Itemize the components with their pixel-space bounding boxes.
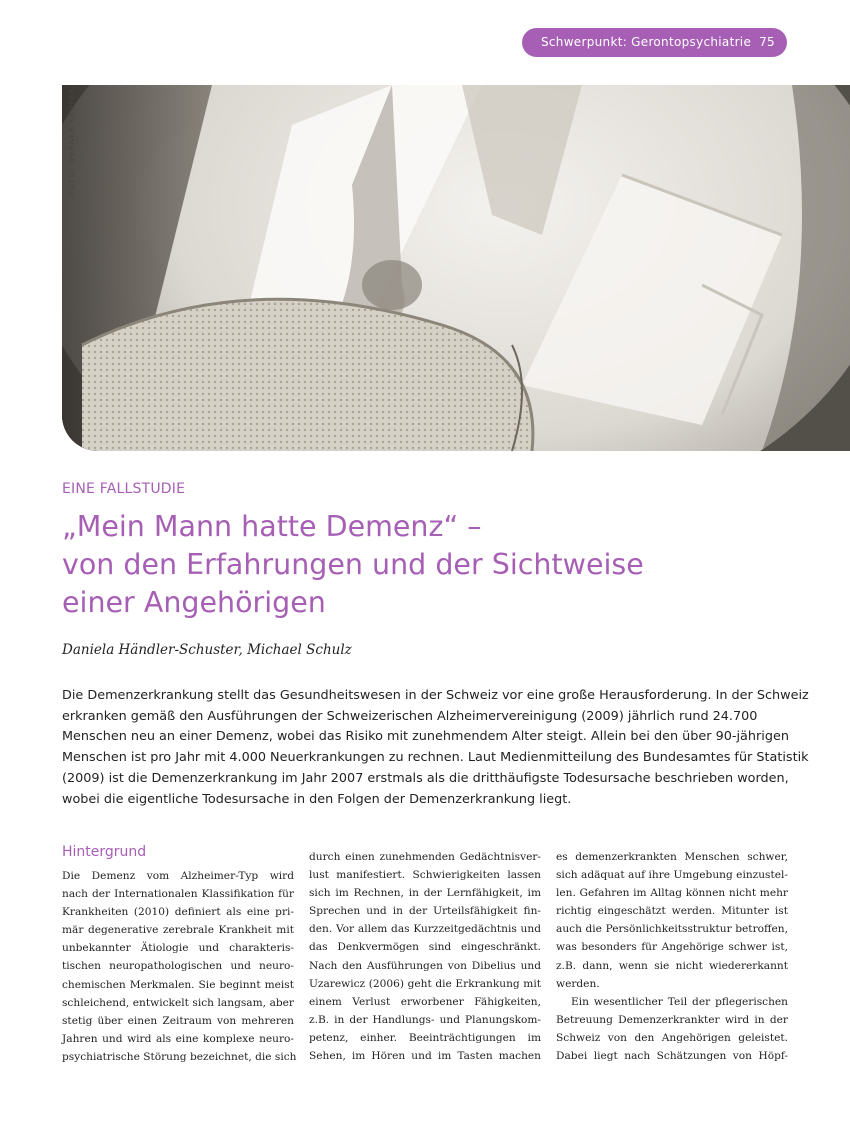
body-line: das Denkvermögen sind eingeschränkt.: [309, 941, 541, 954]
intro-line: erkranken gemäß den Ausführungen der Schweizerischen Alzheimervereinigung (2009) jährlich rund 24.700: [62, 708, 758, 724]
body-line: was besonders für Angehörige schwer ist,: [556, 941, 788, 954]
body-line: Sehen, im Hören und im Tasten machen: [309, 1050, 541, 1063]
body-line: Nach den Ausführungen von Dibelius und: [309, 959, 541, 972]
body-column-3: [556, 848, 788, 1065]
body-column-1: [62, 867, 297, 1066]
body-line: unbekannter Ätiologie und charakteris-: [62, 942, 294, 955]
body-line: mär degenerative zerebrale Krankheit mit: [62, 924, 294, 937]
photo-illustration: [62, 85, 850, 451]
body-line: es demenzerkrankten Menschen schwer,: [556, 851, 788, 863]
body-line: den. Vor allem das Kurzzeitgedächtnis und: [309, 923, 541, 936]
intro-line: (2009) ist die Demenzerkrankung im Jahr 2007 erstmals als die dritthäufigste Todesursache beschrieben worden,: [62, 770, 789, 786]
header-section-badge: [522, 28, 787, 57]
body-line: einem Verlust erworbener Fähigkeiten,: [309, 995, 541, 1008]
body-line: Betreuung Demenzerkrankter wird in der: [556, 1013, 788, 1026]
body-line: Schweiz von den Angehörigen geleistet.: [556, 1031, 788, 1044]
body-line: petenz, einher. Beeinträchtigungen im: [309, 1031, 541, 1044]
article-kicker: EINE FALLSTUDIE: [62, 481, 186, 497]
body-line: z.B. dann, wenn sie nicht wiedererkannt: [556, 959, 788, 972]
body-line: richtig eingeschätzt werden. Mitunter ist: [556, 905, 788, 918]
body-line: Die Demenz vom Alzheimer-Typ wird: [62, 870, 294, 882]
body-line: werden.: [556, 977, 600, 990]
body-line: schleichend, entwickelt sich langsam, aber: [62, 996, 294, 1009]
title-line: von den Erfahrungen und der Sichtweise: [62, 548, 644, 581]
page-number: 75: [759, 35, 775, 49]
title-line: einer Angehörigen: [62, 586, 326, 619]
body-line: sich adäquat auf ihre Umgebung einzustel-: [556, 869, 788, 882]
body-line: tischen neuropathologischen und neuro-: [62, 960, 294, 973]
body-line: Dabei liegt nach Schätzungen von Höpf-: [556, 1050, 788, 1063]
body-line: nach der Internationalen Klassifikation für: [62, 888, 294, 901]
photo-credit-text: FOTO: WERNER KRÜPER: [68, 87, 76, 195]
article-authors: Daniela Händler-Schuster, Michael Schulz: [62, 642, 352, 658]
body-line: stetig über einen Zeitraum von mehreren: [62, 1014, 294, 1027]
body-line: Uzarewicz (2006) geht die Erkrankung mit: [309, 977, 541, 990]
body-line: Jahren und wird als eine komplexe neuro-: [62, 1032, 294, 1045]
body-line: len. Gefahren im Alltag können nicht mehr: [556, 887, 788, 900]
article-title: [62, 508, 762, 622]
header-section-title: Schwerpunkt: Gerontopsychiatrie: [540, 35, 752, 49]
body-line: Sprechen und in der Urteilsfähigkeit fin-: [309, 905, 541, 918]
intro-line: Menschen neu an einer Demenz, wobei das Risiko mit zunehmendem Alter steigt. Allein bei den über 90-jährigen: [62, 729, 789, 745]
photo-credit: [66, 87, 80, 200]
title-line: „Mein Mann hatte Demenz“ –: [62, 510, 482, 543]
body-line: auch die Persönlichkeitsstruktur betroffen,: [556, 923, 788, 936]
body-column-2: [309, 848, 541, 1065]
body-line: Krankheiten (2010) definiert als eine pri-: [62, 906, 294, 919]
intro-line: Menschen ist pro Jahr mit 4.000 Neuerkrankungen zu rechnen. Laut Medienmitteilung des Bundesamtes für Statistik: [62, 750, 809, 766]
intro-line: wobei die eigentliche Todesursache in den Folgen der Demenzerkrankung liegt.: [62, 791, 572, 807]
body-line: psychiatrische Störung bezeichnet, die sich: [62, 1050, 297, 1063]
article-intro: [62, 686, 809, 810]
body-line: lust manifestiert. Schwierigkeiten lassen: [309, 869, 541, 882]
body-line: Ein wesentlicher Teil der pflegerischen: [571, 995, 788, 1008]
body-line: sich im Rechnen, in der Lernfähigkeit, im: [309, 887, 541, 900]
intro-line: Die Demenzerkrankung stellt das Gesundheitswesen in der Schweiz vor eine große Herausforderung. In der Schweiz: [62, 688, 809, 703]
body-line: chemischen Merkmalen. Sie beginnt meist: [62, 978, 294, 991]
section-heading: Hintergrund: [62, 844, 147, 860]
body-line: durch einen zunehmenden Gedächtnisver-: [309, 851, 541, 863]
body-line: z.B. in der Handlungs- und Planungskom-: [309, 1013, 541, 1026]
article-photo: [62, 85, 850, 451]
